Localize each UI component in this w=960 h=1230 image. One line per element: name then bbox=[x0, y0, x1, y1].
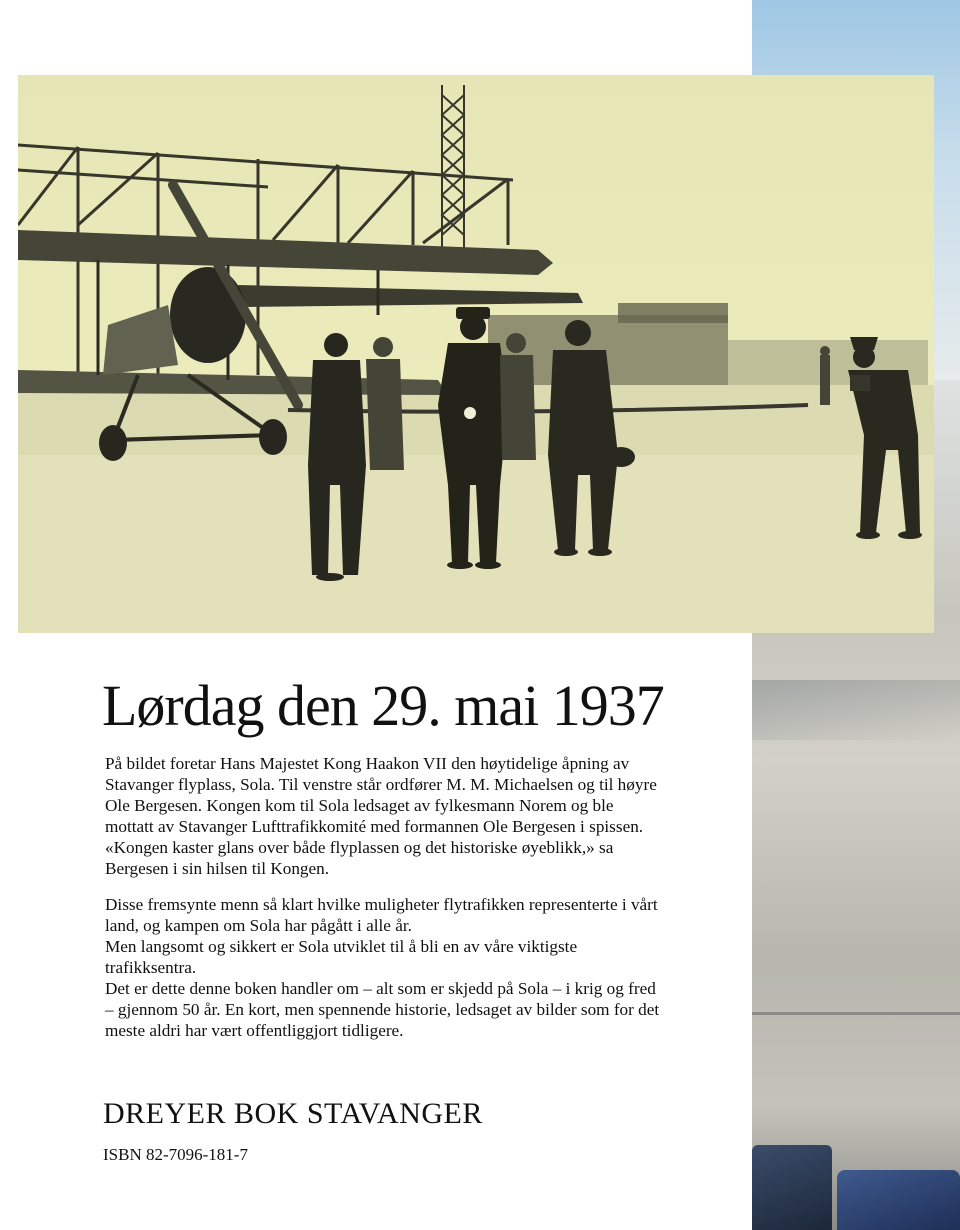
text-line: meste aldri har vært offentliggjort tidligere. bbox=[105, 1021, 404, 1040]
publisher: DREYER BOK STAVANGER bbox=[103, 1097, 483, 1130]
headline: Lørdag den 29. mai 1937 bbox=[102, 673, 664, 738]
text-line: Disse fremsynte menn så klart hvilke muligheter flytrafikken representerte i vårt bbox=[105, 895, 658, 914]
historical-photo-airport-opening bbox=[18, 75, 934, 633]
text-line: land, og kampen om Sola har pågått i alle år. bbox=[105, 916, 412, 935]
text-line: – gjennom 50 år. En kort, men spennende historie, ledsaget av bilder som for det bbox=[105, 1000, 660, 1019]
isbn: ISBN 82-7096-181-7 bbox=[103, 1145, 248, 1164]
body-paragraph bbox=[105, 894, 725, 1041]
text-line: Men langsomt og sikkert er Sola utviklet til å bli en av våre viktigste bbox=[105, 937, 578, 956]
text-line: trafikksentra. bbox=[105, 958, 197, 977]
text-line: «Kongen kaster glans over både flyplassen og det historiske øyeblikk,» sa bbox=[105, 838, 614, 857]
text-line: Det er dette denne boken handler om – alt som er skjedd på Sola – i krig og fred bbox=[105, 979, 656, 998]
tarmac-seam bbox=[752, 1012, 960, 1015]
text-line: På bildet foretar Hans Majestet Kong Haakon VII den høytidelige åpning av bbox=[105, 754, 630, 773]
luggage-blue bbox=[837, 1170, 960, 1230]
luggage-dark bbox=[752, 1145, 832, 1230]
text-line: Stavanger flyplass, Sola. Til venstre står ordfører M. M. Michaelsen og til høyre bbox=[105, 775, 657, 794]
caption-paragraph bbox=[105, 753, 725, 879]
tarmac-shadow bbox=[752, 680, 960, 740]
text-line: Bergesen i sin hilsen til Kongen. bbox=[105, 859, 330, 878]
text-line: mottatt av Stavanger Lufttrafikkomité med formannen Ole Bergesen i spissen. bbox=[105, 817, 644, 836]
text-line: Ole Bergesen. Kongen kom til Sola ledsaget av fylkesmann Norem og ble bbox=[105, 796, 614, 815]
